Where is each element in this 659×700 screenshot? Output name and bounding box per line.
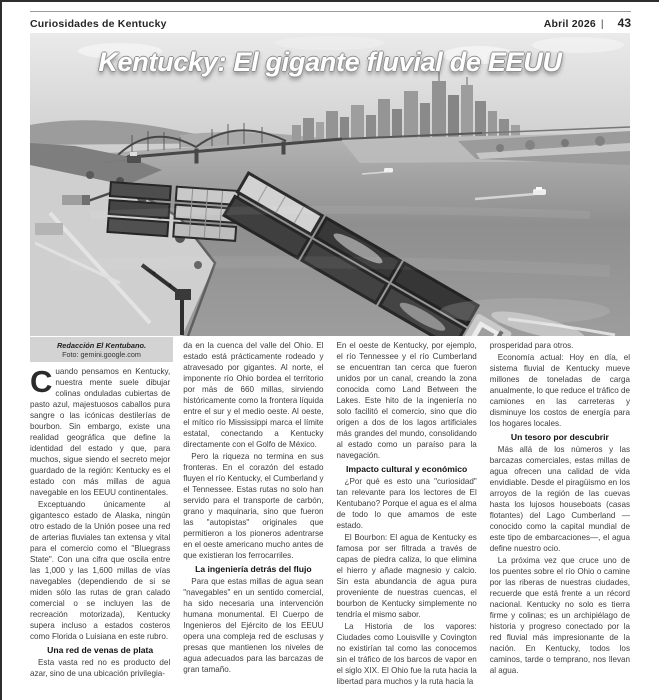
article-column-1	[30, 340, 170, 692]
paragraph: prosperidad para otros.	[489, 341, 574, 350]
header-divider: |	[600, 18, 604, 30]
river-aerial-photo	[30, 33, 630, 336]
article-column-2	[183, 340, 323, 692]
caption-credit: Redacción El Kentubano.	[56, 340, 147, 350]
paragraph: Para que estas millas de agua sean "navegables" en un sentido comercial, ha sido necesaria una intervención humana monumental. El Cuerpo de Ingenieros del Ejército de los EEUU opera una compleja red de esclusas y presas que mantienen los niveles de agua adecuados para las barcazas de gran tamaño.	[183, 577, 324, 674]
issue-date: Abril 2026	[543, 18, 596, 30]
hero-photo	[30, 33, 630, 336]
paragraph: Más allá de los números y las barcazas comerciales, estas millas de agua ofrecen una calidad de vida envidiable. Desde el piragüismo en los arroyos de la región de las cuevas hasta los lujosos houseboats (casas flotantes) del Lago Cumberland — conocido como la capital mundial de este tipo de embarcaciones—, el agua define nuestro ocio.	[489, 445, 630, 553]
paragraph: Exceptuando únicamente al gigantesco estado de Alaska, ningún otro estado de la Unión posee una red de arterias fluviales tan extensa y vital para el comercio como el "Bluegrass State". Con una cifra que oscila entre las 1,000 y las 1,600 millas de vías navegables (dependiendo de si se miden sólo las rutas de gran calado comercial o se incluyen las de recreación motorizada), Kentucky supera incluso a estados costeros como Florida o Luisiana en este rubro.	[30, 500, 171, 641]
section-title: Curiosidades de Kentucky	[30, 18, 167, 30]
drop-cap: C	[30, 364, 53, 399]
paragraph: En el oeste de Kentucky, por ejemplo, el río Tennessee y el río Cumberland se encuentran tan cerca que fueron unidos por un canal, creando la zona conocida como Land Between the Lakes. Este hito de la ingeniería no solo facilitó el comercio, sino que dio origen a dos de los lagos artificiales más grandes del mundo, consolidando al estado como un paraíso para la navegación.	[336, 341, 477, 460]
article-column-3	[337, 340, 477, 692]
page-number: 43	[617, 16, 631, 30]
header-issue-page	[544, 16, 631, 30]
subheading-tesoro: Un tesoro por descubrir	[510, 432, 609, 442]
paragraph: La próxima vez que cruce uno de los puentes sobre el río Ohio o camine por las riberas de nuestras ciudades, recuerde que está frente a un récord nacional. Kentucky no solo es tierra firme y colinas; es un archipiélago de historia y progreso conectado por la red fluvial más impresionante de la nación. En Kentucky, todos los caminos, tarde o temprano, nos llevan al agua.	[489, 556, 630, 675]
paragraph: ¿Por qué es esto una "curiosidad" tan relevante para los lectores de El Kentubano? Porque el agua es el alma de todo lo que amamos de este estado.	[336, 477, 477, 530]
paragraph: Cuando pensamos en Kentucky, nuestra mente suele dibujar colinas onduladas cubiertas de pasto azul, majestuosos caballos pura sangre o las icónicas destilerías de bourbon. Sin embargo, existe una realidad geográfica que define la identidad del estado y que, para muchos, sigue siendo el secreto mejor guardado de la región: Kentucky es el estado con más millas de agua navegable en los EEUU continentales.	[30, 364, 171, 497]
paragraph: Economía actual: Hoy en día, el sistema fluvial de Kentucky mueve millones de toneladas de carga anualmente, lo que reduce el tráfico de camiones en las carreteras y disminuye los costos de energía para los hogares locales.	[489, 353, 630, 428]
paragraph: El Bourbon: El agua de Kentucky es famosa por ser filtrada a través de capas de piedra caliza, lo que elimina el hierro y añade magnesio y calcio. Sin esta abundancia de agua pura proveniente de nuestras cuencas, el bourbon de Kentucky simplemente no tendría el mismo sabor.	[336, 533, 477, 619]
page-left-edge	[0, 0, 2, 700]
page-top-edge	[0, 0, 659, 2]
paragraph: La Historia de los vapores: Ciudades como Louisville y Covington no existirían tal como las conocemos sin el tráfico de los barcos de vapor en el siglo XIX. El Ohio fue la ruta hacia la libertad para muchos y la ruta hacia la	[336, 622, 477, 686]
article-column-4	[490, 340, 630, 692]
paragraph: Pero la riqueza no termina en sus fronteras. En el corazón del estado fluyen el río Kentucky, el Cumberland y el Tennessee. Estas rutas no solo han servido para el transporte de carbón, grano y maquinaria, sino que fueron las "autopistas" originales que permitieron a los pioneros adentrarse en el oeste americano mucho antes de que existieran los ferrocarriles.	[183, 452, 324, 560]
paragraph: da en la cuenca del valle del Ohio. El estado está prácticamente rodeado y atravesado por gigantes. Al norte, el imponente río Ohio bordea el territorio por más de 660 millas, sirviendo históricamente como la frontera líquida entre el sur y el medio oeste. Al oeste, el mítico río Mississippi marca el límite estatal, conectando a Kentucky directamente con el Golfo de México.	[183, 341, 324, 449]
page-header	[30, 16, 631, 30]
subheading-red-de-venas: Una red de venas de plata	[47, 645, 154, 655]
caption-photo-source: Foto: gemini.google.com	[62, 349, 141, 359]
paragraph: Esta vasta red no es producto del azar, sino de una ubicación privilegia-	[30, 658, 171, 678]
subheading-impacto: Impacto cultural y económico	[345, 464, 468, 474]
article-body	[30, 340, 630, 692]
subheading-ingenieria: La ingeniería detrás del flujo	[195, 564, 312, 574]
header-rule	[30, 11, 631, 12]
article-title: Kentucky: El gigante fluvial de EEUU	[98, 47, 562, 77]
